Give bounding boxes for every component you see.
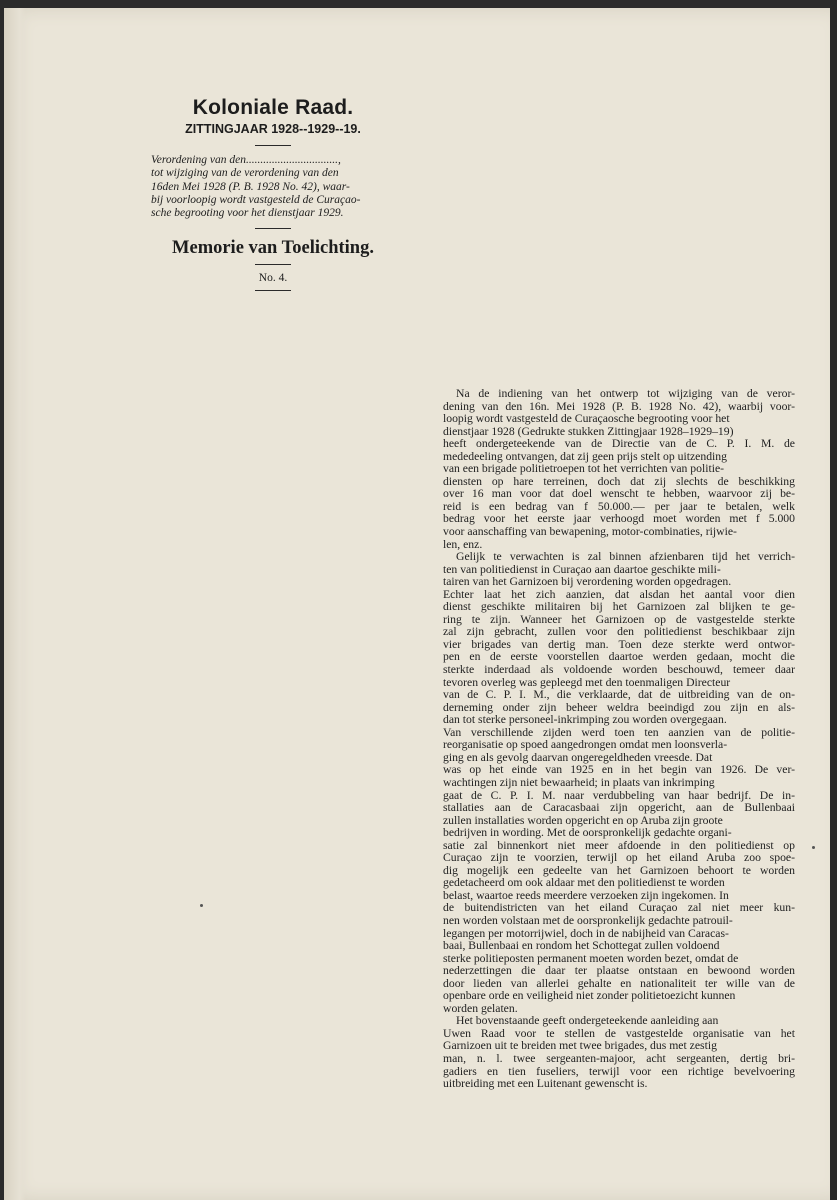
council-title: Koloniale Raad.: [192, 96, 354, 119]
body-line: Van verschillende zijden werd toen ten aanzien van de politie-: [443, 725, 795, 739]
body-line: nederzettingen die daar ter plaatse ontstaan en bewoond worden: [443, 964, 795, 978]
body-line: dening van den 16n. Mei 1928 (P. B. 1928 No. 42), waarbij voor-: [443, 399, 795, 413]
body-line: derneming onder zijn beheer weldra beeindigd zou zijn en als-: [443, 700, 795, 714]
body-line: diensten op hare terreinen, doch dat zij slechts de beschikking: [443, 474, 795, 488]
body-line: legangen per motorrijwiel, doch in de nabijheid van Caracas-: [443, 926, 729, 940]
body-line: Garnizoen uit te breiden met twee brigades, dus met zestig: [443, 1039, 717, 1053]
body-line: zullen installaties worden opgericht en op Aruba zijn groote: [443, 813, 723, 827]
body-line: len, enz.: [443, 537, 483, 551]
body-line: van een brigade politietroepen tot het verrichten van politie-: [443, 462, 725, 476]
body-line: belast, waartoe reeds meerdere verzoeken zijn ingekomen. In: [443, 888, 729, 902]
subject-line: bij voorloopig wordt vastgesteld de Curaçao-: [151, 193, 361, 206]
body-line: gedetacheerd om ook aldaar met den politiedienst te worden: [443, 876, 725, 890]
body-line: sterke politieposten permanent moeten worden bezet, omdat de: [443, 951, 739, 965]
memorandum-body: [443, 388, 795, 1091]
body-line: sterkte inderdaad als voldoende worden beschouwd, temeer daar: [443, 663, 795, 677]
body-paragraph: [443, 1015, 795, 1090]
ordinance-subject: [144, 154, 402, 220]
body-line: tairen van het Garnizoen bij verordening worden opgedragen.: [443, 575, 732, 589]
body-line: Echter laat het zich aanzien, dat alsdan het aantal voor dien: [443, 587, 795, 601]
body-line: reid is een bedrag van f 50.000.— per jaar te betalen, welk: [443, 499, 795, 513]
body-line: Curaçao zijn te voorzien, terwijl op het eiland Aruba zoo spoe-: [443, 851, 795, 865]
body-line: openbare orde en veiligheid niet zonder politietoezicht kunnen: [443, 989, 736, 1003]
body-line: tevoren overleg was gepleegd met den toenmaligen Directeur: [443, 675, 731, 689]
body-paragraph: [443, 551, 795, 1015]
document-number: No. 4.: [258, 272, 288, 285]
body-line: van de C. P. I. M., die verklaarde, dat de uitbreiding van de on-: [443, 688, 795, 702]
body-line: stallaties aan de Caracasbaai zijn opgericht, aan de Bullenbaai: [443, 801, 795, 815]
body-line: ring te zijn. Wanneer het Garnizoen op de vastgestelde sterkte: [443, 612, 795, 626]
body-line: man, n. l. twee sergeanten-majoor, acht sergeanten, dertig bri-: [443, 1051, 795, 1065]
body-line: door lieden van allerlei gehalte en nationaliteit ter wille van de: [443, 976, 795, 990]
body-line: baai, Bullenbaai en rondom het Schottegat zullen voldoend: [443, 939, 720, 953]
body-line: loopig wordt vastgesteld de Curaçaosche begrooting voor het: [443, 412, 730, 426]
divider: [255, 290, 291, 291]
body-line: nen worden volstaan met de oorspronkelijk gedachte patrouil-: [443, 913, 733, 927]
session-year: ZITTINGJAAR 1928--1929--19.: [185, 122, 361, 136]
divider: [255, 145, 291, 146]
body-line: gadiers en tien fuseliers, terwijl voor een richtige bevelvoering: [443, 1064, 795, 1078]
body-line: Na de indiening van het ontwerp tot wijziging van de veror-: [456, 387, 795, 400]
body-line: over 16 man voor dat doel wenscht te hebben, waarvoor zij be-: [443, 487, 795, 501]
body-line: dienstjaar 1928 (Gedrukte stukken Zittingjaar 1928–1929–19): [443, 424, 734, 438]
memorandum-heading: Memorie van Toelichting.: [172, 238, 374, 259]
body-line: Het bovenstaande geeft ondergeteekende aanleiding aan: [456, 1014, 719, 1028]
paper-speck: [812, 846, 815, 849]
body-line: ten van politiedienst in Curaçao aan daartoe geschikte mili-: [443, 562, 721, 576]
subject-line: tot wijziging van de verordening van den: [151, 167, 339, 180]
body-line: dienst geschikte militairen bij het Garnizoen zal blijken te ge-: [443, 600, 795, 614]
body-line: zal zijn gebracht, zullen voor den politiedienst beschikbaar zijn: [443, 625, 795, 639]
body-line: was op het einde van 1925 en in het begin van 1926. De ver-: [443, 763, 795, 777]
divider: [255, 264, 291, 265]
page-fold-shadow: [4, 8, 26, 1200]
body-line: mededeeling ontvangen, dat zij geen prijs stelt op uitzending: [443, 449, 727, 463]
subject-line: Verordening van den................................,: [151, 154, 341, 166]
document-page: [4, 8, 830, 1200]
document-header: [144, 96, 402, 296]
body-line: wachtingen zijn niet bewaarheid; in plaats van inkrimping: [443, 775, 715, 789]
body-line: satie zal binnenkort niet meer afdoende in den politiedienst op: [443, 838, 795, 852]
body-line: de buitendistricten van het eiland Curaçao zal niet meer kun-: [443, 901, 795, 915]
body-line: heeft ondergeteekende van de Directie van de C. P. I. M. de: [443, 437, 795, 451]
body-line: vier brigades van dertig man. Toen deze sterkte werd ontwor-: [443, 637, 795, 651]
body-line: ging en als gevolg daarvan ongeregeldheden vreesde. Dat: [443, 750, 713, 764]
body-line: worden gelaten.: [443, 1001, 518, 1015]
subject-line: sche begrooting voor het dienstjaar 1929.: [151, 207, 344, 220]
body-line: voor aanschaffing van bewapening, motor-combinaties, rijwie-: [443, 525, 737, 539]
body-line: gaat de C. P. I. M. naar verdubbeling van haar bedrijf. De in-: [443, 788, 795, 802]
paper-speck: [200, 904, 203, 907]
body-line: pen en de eerste voorstellen daartoe werden gedaan, mocht die: [443, 650, 795, 664]
body-line: Uwen Raad voor te stellen de vastgestelde organisatie van het: [443, 1026, 795, 1040]
body-line: uitbreiding met een Luitenant gewenscht is.: [443, 1077, 648, 1091]
body-line: dig mogelijk een gedeelte van het Garnizoen behoort te worden: [443, 863, 795, 877]
subject-line: 16den Mei 1928 (P. B. 1928 No. 42), waar-: [151, 180, 350, 193]
body-line: Gelijk te verwachten is zal binnen afzienbaren tijd het verrich-: [456, 550, 795, 564]
body-line: dan tot sterke personeel-inkrimping zou worden overgegaan.: [443, 713, 727, 727]
body-line: bedrijven in wording. Met de oorspronkelijk gedachte organi-: [443, 826, 732, 840]
body-line: bedrag voor het eerste jaar verhoogd moet worden met f 5.000: [443, 512, 795, 526]
body-line: reorganisatie op spoed aangedrongen omdat men loonsverla-: [443, 738, 728, 752]
divider: [255, 228, 291, 229]
body-paragraph: [443, 388, 795, 551]
